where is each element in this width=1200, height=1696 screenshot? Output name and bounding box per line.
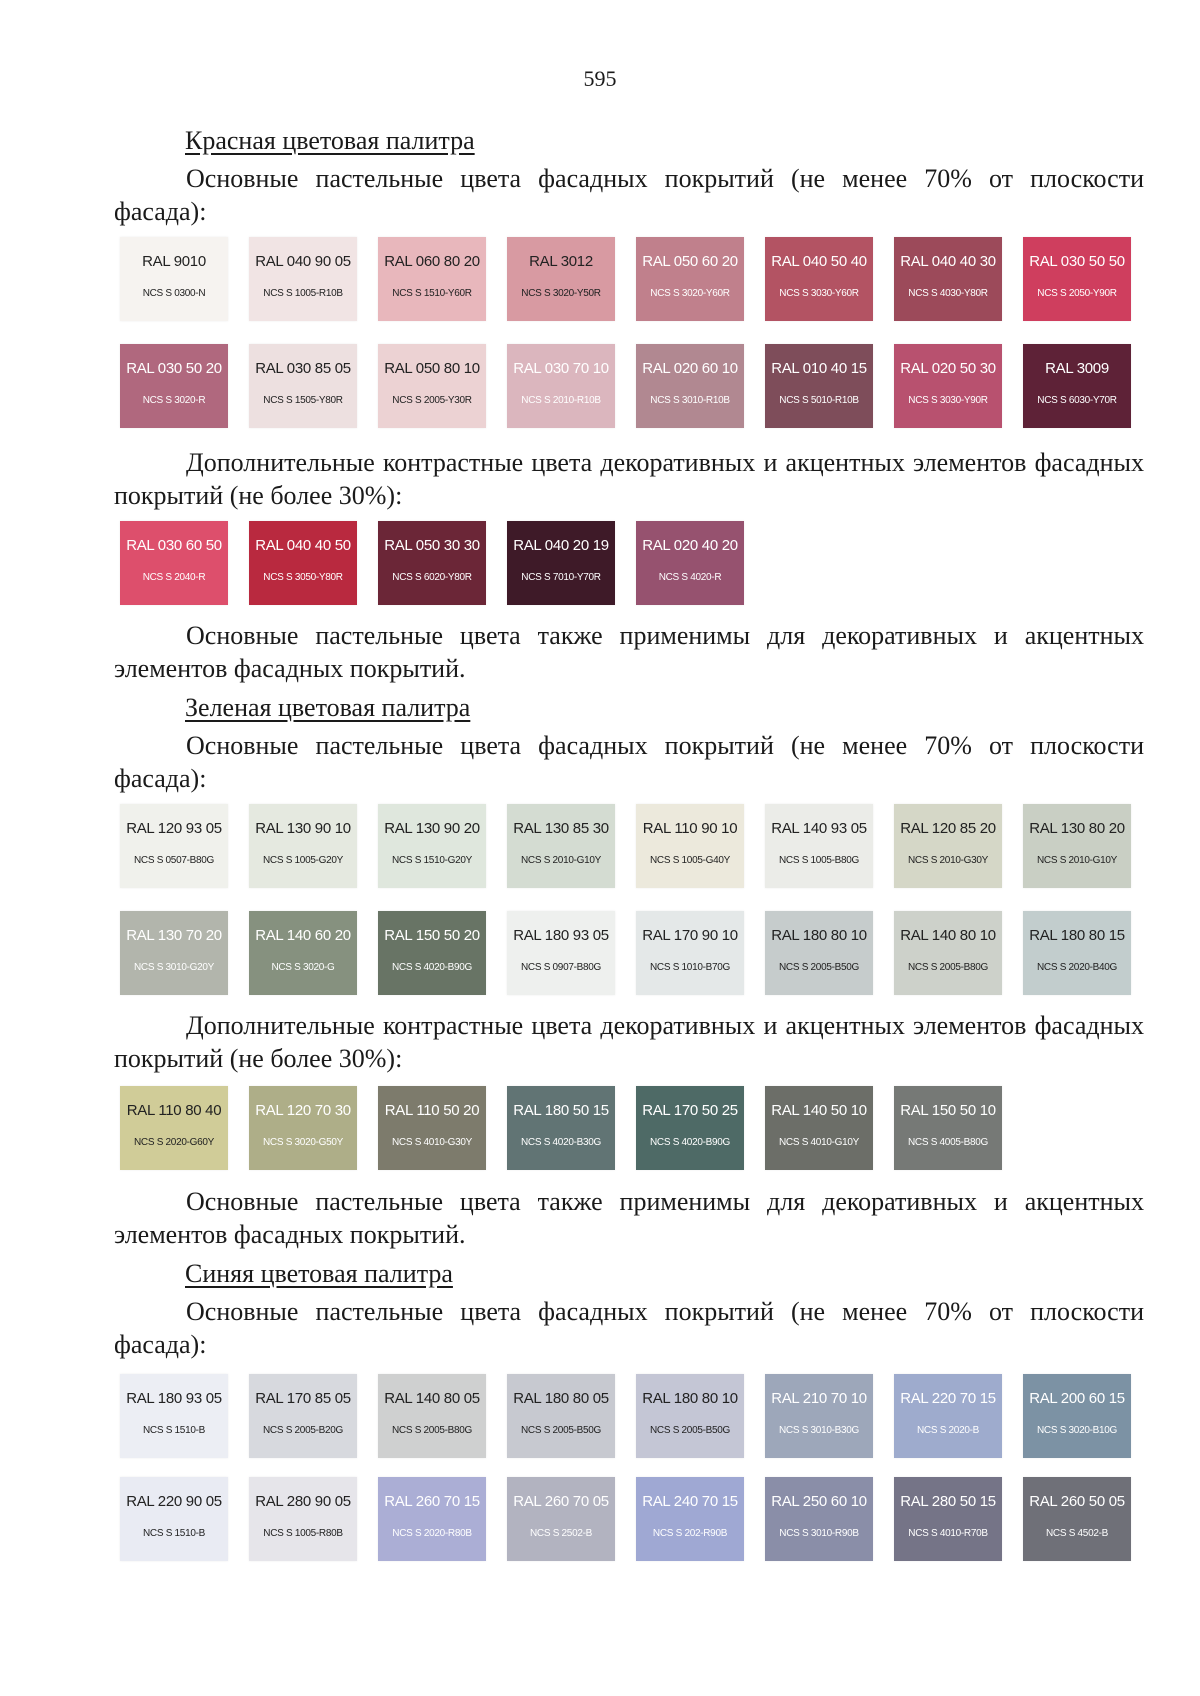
ral-code: RAL 120 70 30 [255, 1102, 351, 1119]
ral-code: RAL 030 50 50 [1029, 253, 1125, 270]
color-swatch [249, 911, 357, 995]
ral-code: RAL 030 50 20 [126, 360, 222, 377]
green-main-text: Основные пастельные цвета фасадных покрытий (не менее 70% от плоскости фасада): [114, 731, 1144, 793]
ral-code: RAL 240 70 15 [642, 1493, 738, 1510]
color-swatch [636, 1477, 744, 1561]
blue-palette-heading: Синяя цветовая палитра [185, 1259, 453, 1288]
ncs-code: NCS S 2050-Y90R [1037, 288, 1117, 299]
color-swatch [1023, 1477, 1131, 1561]
ncs-code: NCS S 3030-Y60R [779, 288, 859, 299]
color-swatch [249, 521, 357, 605]
color-swatch [765, 1086, 873, 1170]
color-swatch [120, 911, 228, 995]
ncs-code: NCS S 1005-R10B [263, 288, 343, 299]
color-swatch [249, 1374, 357, 1458]
green-palette-heading: Зеленая цветовая палитра [185, 693, 471, 722]
color-swatch [507, 1086, 615, 1170]
ral-code: RAL 030 70 10 [513, 360, 609, 377]
color-swatch [378, 1477, 486, 1561]
ncs-code: NCS S 2005-Y30R [392, 395, 472, 406]
color-swatch [636, 804, 744, 888]
ncs-code: NCS S 3020-Y60R [650, 288, 730, 299]
ncs-code: NCS S 1005-G40Y [650, 855, 730, 866]
ral-code: RAL 050 80 10 [384, 360, 480, 377]
blue-main-text: Основные пастельные цвета фасадных покрытий (не менее 70% от плоскости фасада): [114, 1297, 1144, 1359]
ncs-code: NCS S 3010-R10B [650, 395, 730, 406]
color-swatch [120, 344, 228, 428]
ncs-code: NCS S 2005-B80G [908, 962, 988, 973]
ral-code: RAL 020 60 10 [642, 360, 738, 377]
ral-code: RAL 130 70 20 [126, 927, 222, 944]
ncs-code: NCS S 4020-R [658, 572, 722, 583]
color-swatch [636, 1086, 744, 1170]
ncs-code: NCS S 4005-B80G [908, 1137, 988, 1148]
ral-code: RAL 040 40 30 [900, 253, 996, 270]
color-swatch [765, 911, 873, 995]
blue-swatch-row-2 [120, 1477, 1140, 1561]
ral-code: RAL 260 50 05 [1029, 1493, 1125, 1510]
ral-code: RAL 180 80 10 [642, 1390, 738, 1407]
color-swatch [1023, 804, 1131, 888]
color-swatch [507, 237, 615, 321]
ncs-code: NCS S 4010-R70B [908, 1528, 988, 1539]
color-swatch [765, 1374, 873, 1458]
ral-code: RAL 180 80 10 [771, 927, 867, 944]
ncs-code: NCS S 4502-B [1046, 1528, 1108, 1539]
ral-code: RAL 150 50 20 [384, 927, 480, 944]
ral-code: RAL 150 50 10 [900, 1102, 996, 1119]
ral-code: RAL 110 80 40 [126, 1102, 222, 1119]
red-swatch-row-1 [120, 237, 1140, 321]
page-number: 595 [583, 66, 617, 91]
ncs-code: NCS S 3010-R90B [779, 1528, 859, 1539]
ncs-code: NCS S 2010-G10Y [521, 855, 601, 866]
color-swatch [765, 1477, 873, 1561]
color-swatch [120, 1477, 228, 1561]
ncs-code: NCS S 2010-G30Y [908, 855, 988, 866]
ncs-code: NCS S 4020-B90G [392, 962, 472, 973]
green-extra-swatch-row [120, 1086, 1140, 1170]
ral-code: RAL 170 50 25 [642, 1102, 738, 1119]
ncs-code: NCS S 1510-B [143, 1528, 205, 1539]
ncs-code: NCS S 3050-Y80R [263, 572, 343, 583]
color-swatch [636, 521, 744, 605]
color-swatch [378, 1086, 486, 1170]
color-swatch [894, 1374, 1002, 1458]
color-swatch [249, 1086, 357, 1170]
color-swatch [507, 1477, 615, 1561]
ral-code: RAL 030 60 50 [126, 537, 222, 554]
ncs-code: NCS S 3030-Y90R [908, 395, 988, 406]
color-swatch [249, 804, 357, 888]
color-swatch [378, 1374, 486, 1458]
ral-code: RAL 180 80 15 [1029, 927, 1125, 944]
ncs-code: NCS S 2020-G60Y [134, 1137, 214, 1148]
ncs-code: NCS S 4020-B30G [521, 1137, 601, 1148]
ncs-code: NCS S 4020-B90G [650, 1137, 730, 1148]
ncs-code: NCS S 3020-G [271, 962, 335, 973]
ral-code: RAL 220 90 05 [126, 1493, 222, 1510]
ncs-code: NCS S 3020-Y50R [521, 288, 601, 299]
ral-code: RAL 170 90 10 [642, 927, 738, 944]
ral-code: RAL 020 50 30 [900, 360, 996, 377]
color-swatch [120, 804, 228, 888]
blue-swatch-row-1 [120, 1374, 1140, 1458]
color-swatch [765, 344, 873, 428]
color-swatch [1023, 237, 1131, 321]
ral-code: RAL 140 80 10 [900, 927, 996, 944]
color-swatch [636, 911, 744, 995]
color-swatch [378, 237, 486, 321]
color-swatch [378, 521, 486, 605]
color-swatch [378, 804, 486, 888]
ral-code: RAL 180 93 05 [126, 1390, 222, 1407]
color-swatch [894, 344, 1002, 428]
color-swatch [765, 804, 873, 888]
ncs-code: NCS S 1505-Y80R [263, 395, 343, 406]
color-swatch [894, 911, 1002, 995]
ncs-code: NCS S 2005-B80G [392, 1425, 472, 1436]
ncs-code: NCS S 1005-B80G [779, 855, 859, 866]
ncs-code: NCS S 2020-R80B [392, 1528, 472, 1539]
ncs-code: NCS S 0300-N [142, 288, 206, 299]
ncs-code: NCS S 2010-G10Y [1037, 855, 1117, 866]
ral-code: RAL 040 90 05 [255, 253, 351, 270]
green-swatch-row-1 [120, 804, 1140, 888]
ncs-code: NCS S 6020-Y80R [392, 572, 472, 583]
color-swatch [120, 1086, 228, 1170]
green-note-text: Основные пастельные цвета также применимы для декоративных и акцентных элементов фасадных покрытий. [114, 1187, 1144, 1249]
ncs-code: NCS S 1010-B70G [650, 962, 730, 973]
ral-code: RAL 130 85 30 [513, 820, 609, 837]
ncs-code: NCS S 2040-R [142, 572, 206, 583]
color-swatch [765, 237, 873, 321]
ncs-code: NCS S 2020-B40G [1037, 962, 1117, 973]
ncs-code: NCS S 2005-B50G [779, 962, 859, 973]
ncs-code: NCS S 3010-B30G [779, 1425, 859, 1436]
color-swatch [636, 1374, 744, 1458]
ncs-code: NCS S 2502-B [530, 1528, 592, 1539]
ncs-code: NCS S 1005-G20Y [263, 855, 343, 866]
ncs-code: NCS S 0507-B80G [134, 855, 214, 866]
ncs-code: NCS S 4030-Y80R [908, 288, 988, 299]
ncs-code: NCS S 202-R90B [652, 1528, 728, 1539]
ral-code: RAL 200 60 15 [1029, 1390, 1125, 1407]
ral-code: RAL 120 85 20 [900, 820, 996, 837]
ral-code: RAL 180 93 05 [513, 927, 609, 944]
ral-code: RAL 120 93 05 [126, 820, 222, 837]
ral-code: RAL 180 80 05 [513, 1390, 609, 1407]
ncs-code: NCS S 2010-R10B [521, 395, 601, 406]
ral-code: RAL 050 60 20 [642, 253, 738, 270]
ral-code: RAL 3012 [529, 253, 593, 270]
ncs-code: NCS S 3020-R [142, 395, 206, 406]
color-swatch [894, 237, 1002, 321]
color-swatch [507, 521, 615, 605]
ncs-code: NCS S 3010-G20Y [134, 962, 214, 973]
ncs-code: NCS S 3020-G50Y [263, 1137, 343, 1148]
ral-code: RAL 280 90 05 [255, 1493, 351, 1510]
color-swatch [636, 237, 744, 321]
red-extra-text: Дополнительные контрастные цвета декоративных и акцентных элементов фасадных покрытий (не более 30%): [114, 448, 1144, 510]
color-swatch [894, 804, 1002, 888]
ncs-code: NCS S 2005-B50G [650, 1425, 730, 1436]
ral-code: RAL 170 85 05 [255, 1390, 351, 1407]
color-swatch [894, 1086, 1002, 1170]
ral-code: RAL 280 50 15 [900, 1493, 996, 1510]
ncs-code: NCS S 5010-R10B [779, 395, 859, 406]
color-swatch [120, 237, 228, 321]
ral-code: RAL 260 70 15 [384, 1493, 480, 1510]
ral-code: RAL 020 40 20 [642, 537, 738, 554]
color-swatch [894, 1477, 1002, 1561]
color-swatch [249, 344, 357, 428]
ncs-code: NCS S 1510-G20Y [392, 855, 472, 866]
ral-code: RAL 9010 [142, 253, 206, 270]
ncs-code: NCS S 3020-B10G [1037, 1425, 1117, 1436]
ral-code: RAL 040 20 19 [513, 537, 609, 554]
ral-code: RAL 210 70 10 [771, 1390, 867, 1407]
ral-code: RAL 040 50 40 [771, 253, 867, 270]
ral-code: RAL 260 70 05 [513, 1493, 609, 1510]
color-swatch [507, 344, 615, 428]
ral-code: RAL 030 85 05 [255, 360, 351, 377]
color-swatch [120, 1374, 228, 1458]
ncs-code: NCS S 7010-Y70R [521, 572, 601, 583]
ncs-code: NCS S 2005-B20G [263, 1425, 343, 1436]
ncs-code: NCS S 1510-B [143, 1425, 205, 1436]
ncs-code: NCS S 1005-R80B [263, 1528, 343, 1539]
ncs-code: NCS S 4010-G10Y [779, 1137, 859, 1148]
ral-code: RAL 250 60 10 [771, 1493, 867, 1510]
ral-code: RAL 050 30 30 [384, 537, 480, 554]
green-swatch-row-2 [120, 911, 1140, 995]
red-extra-swatch-row [120, 521, 1140, 605]
color-swatch [1023, 1374, 1131, 1458]
ral-code: RAL 110 50 20 [384, 1102, 480, 1119]
color-swatch [249, 1477, 357, 1561]
ncs-code: NCS S 2020-B [917, 1425, 979, 1436]
color-swatch [1023, 911, 1131, 995]
color-swatch [507, 804, 615, 888]
red-main-text: Основные пастельные цвета фасадных покрытий (не менее 70% от плоскости фасада): [114, 164, 1144, 226]
red-palette-heading: Красная цветовая палитра [185, 126, 475, 155]
ral-code: RAL 140 50 10 [771, 1102, 867, 1119]
ral-code: RAL 3009 [1045, 360, 1109, 377]
ncs-code: NCS S 1510-Y60R [392, 288, 472, 299]
ral-code: RAL 060 80 20 [384, 253, 480, 270]
color-swatch [507, 1374, 615, 1458]
ral-code: RAL 220 70 15 [900, 1390, 996, 1407]
ral-code: RAL 130 90 20 [384, 820, 480, 837]
ral-code: RAL 010 40 15 [771, 360, 867, 377]
ncs-code: NCS S 0907-B80G [521, 962, 601, 973]
ral-code: RAL 110 90 10 [642, 820, 738, 837]
ncs-code: NCS S 4010-G30Y [392, 1137, 472, 1148]
color-swatch [1023, 344, 1131, 428]
color-swatch [120, 521, 228, 605]
color-swatch [507, 911, 615, 995]
ral-code: RAL 140 93 05 [771, 820, 867, 837]
green-extra-text: Дополнительные контрастные цвета декоративных и акцентных элементов фасадных покрытий (не более 30%): [114, 1011, 1144, 1073]
ral-code: RAL 140 60 20 [255, 927, 351, 944]
ral-code: RAL 180 50 15 [513, 1102, 609, 1119]
ral-code: RAL 140 80 05 [384, 1390, 480, 1407]
ncs-code: NCS S 6030-Y70R [1037, 395, 1117, 406]
ral-code: RAL 130 80 20 [1029, 820, 1125, 837]
color-swatch [636, 344, 744, 428]
ncs-code: NCS S 2005-B50G [521, 1425, 601, 1436]
ral-code: RAL 130 90 10 [255, 820, 351, 837]
red-note-text: Основные пастельные цвета также применимы для декоративных и акцентных элементов фасадных покрытий. [114, 621, 1144, 683]
color-swatch [378, 344, 486, 428]
color-swatch [249, 237, 357, 321]
red-swatch-row-2 [120, 344, 1140, 428]
ral-code: RAL 040 40 50 [255, 537, 351, 554]
color-swatch [378, 911, 486, 995]
